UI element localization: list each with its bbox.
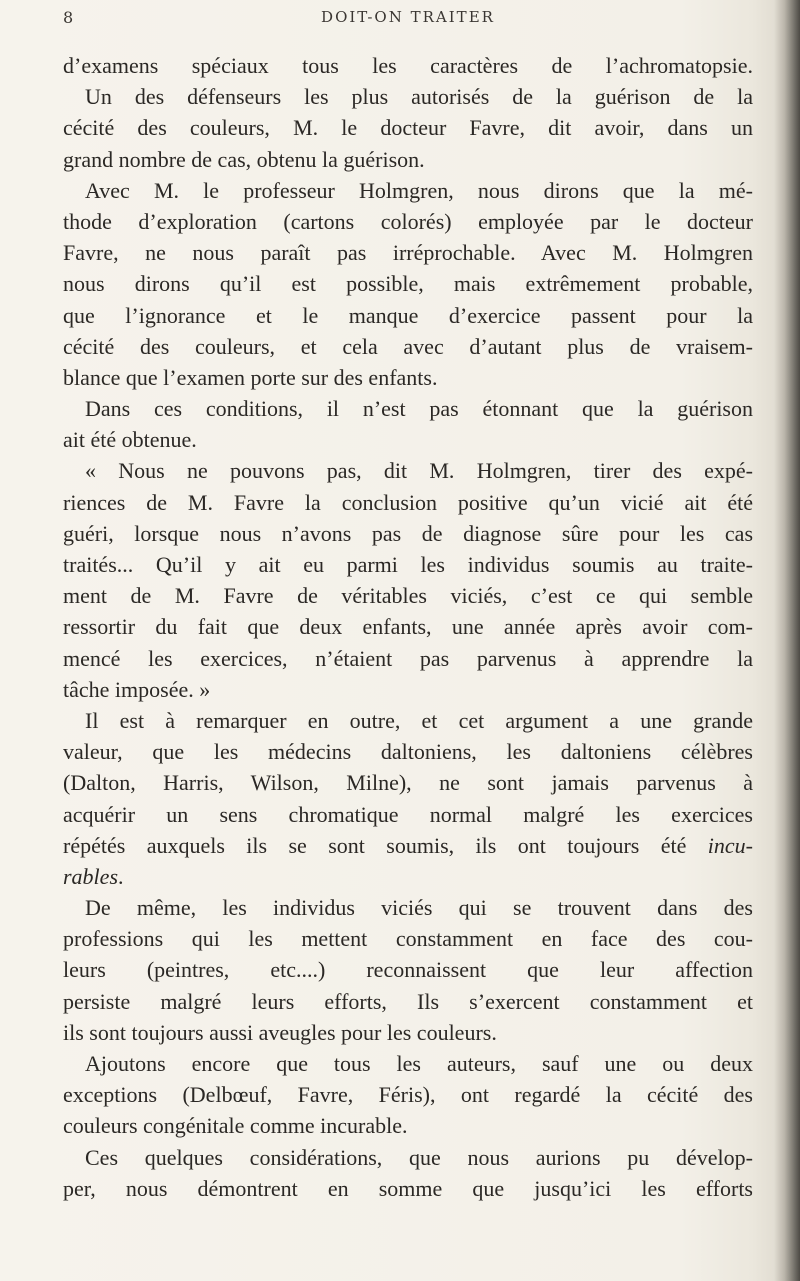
text-line [63, 611, 753, 642]
body-text [63, 50, 753, 1204]
text-line-content: blance que l’examen porte sur des enfants. [63, 364, 438, 390]
text-line [63, 144, 753, 175]
text-line [63, 674, 753, 705]
text-line-content: De même, les individus viciés qui se trouvent dans des [85, 895, 753, 921]
text-line [63, 206, 753, 237]
text-line [63, 830, 753, 861]
text-line [63, 736, 753, 767]
text-line-content: ressortir du fait que deux enfants, une année après avoir com- [63, 614, 753, 640]
punctuation: . [118, 863, 124, 889]
text-line-content: grand nombre de cas, obtenu la guérison. [63, 146, 425, 172]
text-line [63, 112, 753, 143]
text-line-content: guéri, lorsque nous n’avons pas de diagnose sûre pour les cas [63, 520, 753, 546]
page-edge-shadow [774, 0, 800, 1281]
text-line-content: ait été obtenue. [63, 427, 197, 453]
text-line [63, 1173, 753, 1204]
text-line-content: Ces quelques considérations, que nous aurions pu dévelop- [85, 1144, 753, 1170]
text-line [63, 1142, 753, 1173]
text-line-content: ils sont toujours aussi aveugles pour les couleurs. [63, 1019, 497, 1045]
text-line-content: leurs (peintres, etc....) reconnaissent que leur affection [63, 957, 753, 983]
text-line-content: ment de M. Favre de véritables viciés, c’est ce qui semble [63, 583, 753, 609]
text-line [63, 331, 753, 362]
text-line [63, 81, 753, 112]
text-line-content: Un des défenseurs les plus autorisés de la guérison de la [85, 84, 753, 110]
text-line-content: thode d’exploration (cartons colorés) employée par le docteur [63, 208, 753, 234]
text-line [63, 300, 753, 331]
text-line [63, 237, 753, 268]
text-line-content: couleurs congénitale comme incurable. [63, 1113, 408, 1139]
text-line [63, 923, 753, 954]
text-line [63, 892, 753, 923]
text-line [63, 487, 753, 518]
text-line-content: (Dalton, Harris, Wilson, Milne), ne sont jamais parvenus à [63, 770, 753, 796]
text-line [63, 424, 753, 455]
text-line [63, 1017, 753, 1048]
text-line [63, 767, 753, 798]
text-line-content: traités... Qu’il y ait eu parmi les individus soumis au traite- [63, 552, 753, 577]
text-line-content: Ajoutons encore que tous les auteurs, sauf une ou deux [85, 1051, 753, 1076]
text-line [63, 518, 753, 549]
text-line-content: riences de M. Favre la conclusion positive qu’un vicié ait été [63, 489, 753, 515]
text-line [63, 799, 753, 830]
text-line [63, 549, 753, 580]
text-line [63, 580, 753, 611]
text-line-content: exceptions (Delbœuf, Favre, Féris), ont regardé la cécité des [63, 1082, 753, 1108]
emphasized-word: incu- [707, 832, 753, 858]
text-line-content: persiste malgré leurs efforts, Ils s’exercent constamment et [63, 988, 753, 1014]
text-line-content: per, nous démontrent en somme que jusqu’ici les efforts [63, 1175, 753, 1201]
text-line-content: d’examens spéciaux tous les caractères de l’achromatopsie. [63, 53, 753, 78]
text-line-content: acquérir un sens chromatique normal malgré les exercices [63, 801, 753, 827]
text-line-content: nous dirons qu’il est possible, mais extrêmement probable, [63, 271, 753, 297]
text-line [63, 268, 753, 299]
text-line-content: Dans ces conditions, il n’est pas étonnant que la guérison [85, 396, 753, 422]
text-line [63, 455, 753, 486]
text-line-content: cécité des couleurs, et cela avec d’autant plus de vraisem- [63, 333, 753, 359]
text-line-content: répétés auxquels ils se sont soumis, ils ont toujours été [63, 832, 708, 858]
text-line [63, 175, 753, 206]
text-line [63, 705, 753, 736]
text-line-content: « Nous ne pouvons pas, dit M. Holmgren, tirer des expé- [85, 458, 753, 484]
text-line-content: que l’ignorance et le manque d’exercice passent pour la [63, 302, 753, 328]
text-line [63, 362, 753, 393]
text-line [63, 1048, 753, 1079]
text-line-content: cécité des couleurs, M. le docteur Favre, dit avoir, dans un [63, 115, 753, 141]
text-line-content: Il est à remarquer en outre, et cet argument a une grande [85, 707, 753, 733]
text-line-content: Favre, ne nous paraît pas irréprochable. Avec M. Holmgren [63, 240, 753, 266]
text-line [63, 986, 753, 1017]
text-line [63, 1079, 753, 1110]
text-line [63, 50, 753, 81]
text-line-content: Avec M. le professeur Holmgren, nous dirons que la mé- [85, 177, 753, 203]
page-header [63, 8, 753, 38]
text-line-content: mencé les exercices, n’étaient pas parvenus à apprendre la [63, 645, 753, 671]
text-line-content: professions qui les mettent constamment en face des cou- [63, 926, 753, 952]
text-line [63, 861, 753, 892]
text-line-content: valeur, que les médecins daltoniens, les daltoniens célèbres [63, 739, 753, 765]
text-line [63, 1110, 753, 1141]
text-line-content: tâche imposée. » [63, 676, 211, 702]
text-line [63, 954, 753, 985]
text-line [63, 393, 753, 424]
page-number: 8 [63, 8, 77, 27]
text-line [63, 643, 753, 674]
emphasized-word: rables [63, 863, 118, 889]
running-head: DOIT-ON TRAITER [321, 8, 495, 26]
